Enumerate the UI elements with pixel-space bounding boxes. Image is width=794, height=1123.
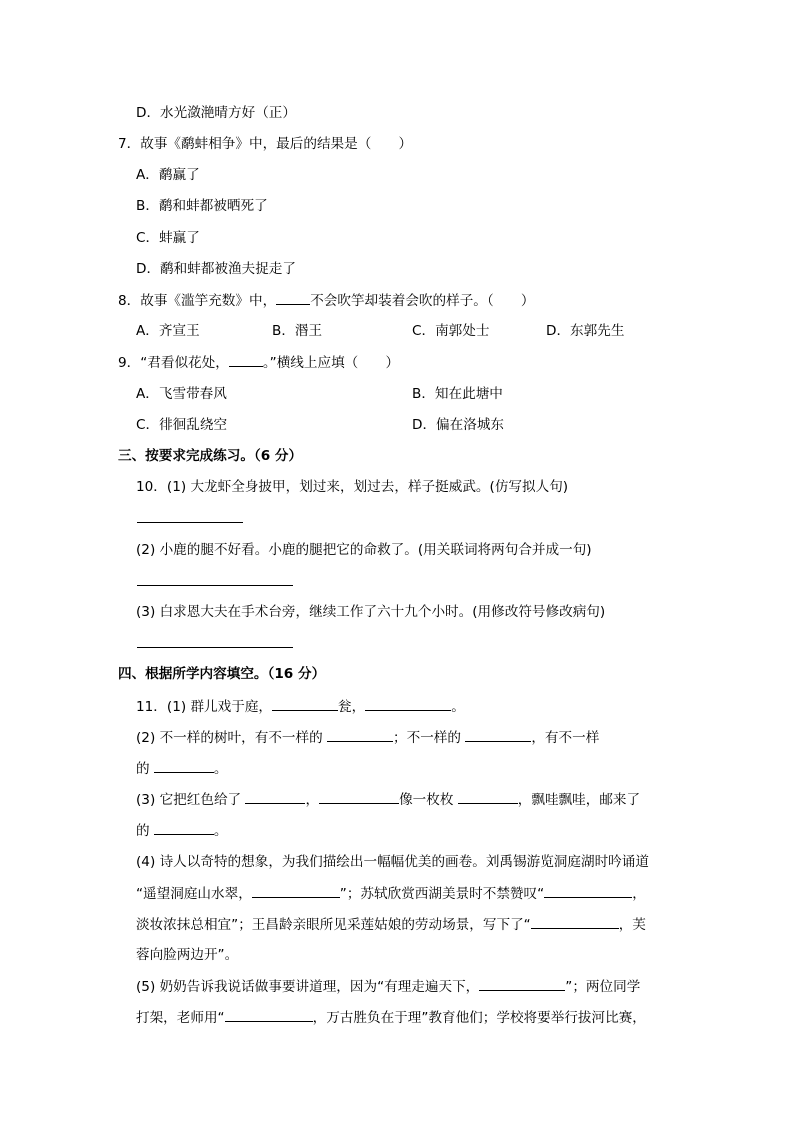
q9-option-b: B．知在此塘中	[412, 386, 503, 402]
q11-part3-text-a: (3) 它把红色给了	[136, 792, 242, 808]
q11-part1-blank-2[interactable]	[365, 696, 451, 711]
q11-part2-blank-1[interactable]	[327, 727, 393, 742]
q11-part2-blank-3[interactable]	[154, 758, 214, 773]
q6-option-d: D．水光潋滟晴方好（正）	[136, 105, 296, 121]
q10-part1-answer-line[interactable]	[137, 522, 243, 523]
q11-part1-blank-1[interactable]	[272, 696, 338, 711]
q8-option-a: A．齐宣王	[136, 323, 200, 339]
q11-part3-text-f: 。	[213, 823, 228, 839]
q9-option-a: A．飞雪带春风	[136, 386, 227, 402]
q11-part5-text-a: (5) 奶奶告诉我说话做事要讲道理，因为“有理走遍天下，	[136, 979, 480, 995]
q11-part4-text-e: 淡妆浓抹总相宜”；王昌龄亲眼所见采莲姑娘的劳动场景，写下了“	[136, 917, 531, 933]
q8-stem	[118, 290, 534, 311]
q11-part2-blank-2[interactable]	[465, 727, 531, 742]
q8-stem-after: 不会吹竽却装着会吹的样子。（ ）	[310, 293, 535, 309]
q9-blank[interactable]	[229, 352, 263, 367]
q11-part1	[136, 696, 465, 717]
q8-blank[interactable]	[276, 290, 310, 305]
section-3-title: 三、按要求完成练习。（6 分）	[118, 448, 303, 464]
q9-stem	[118, 352, 399, 373]
q11-part5-text-b: ”；两位同学	[565, 979, 641, 995]
q11-part1-text-b: 瓮，	[338, 699, 366, 715]
q10-part2: (2) 小鹿的腿不好看。小鹿的腿把它的命救了。(用关联词将两句合并成一句)	[136, 542, 592, 558]
q11-part2-text-b: ；不一样的	[393, 730, 461, 746]
q11-part3-text-e: 的	[136, 823, 150, 839]
q11-part2	[136, 727, 599, 748]
q11-part3-blank-1[interactable]	[245, 789, 305, 804]
q11-part5	[136, 976, 640, 997]
q8-option-b: B．湣王	[272, 323, 323, 339]
q11-part4-line3	[136, 914, 646, 935]
q11-part5-text-c: 打架，老师用“	[136, 1010, 225, 1026]
q11-part3-text-c: 像一枚枚	[399, 792, 454, 808]
q7-option-b: B．鹬和蚌都被晒死了	[136, 198, 268, 214]
q11-part4-text-f: ，芙	[618, 917, 646, 933]
q11-part4-text-d: ，	[632, 886, 646, 902]
q10-part2-answer-line[interactable]	[137, 585, 293, 586]
q11-part5-blank-2[interactable]	[225, 1007, 313, 1022]
q9-option-d: D．偏在洛城东	[412, 417, 505, 433]
q11-part2-text-c: ，有不一样	[531, 730, 600, 746]
q11-part4-blank-2[interactable]	[544, 883, 632, 898]
q11-part4-text-b: “遥望洞庭山水翠，	[136, 886, 252, 902]
q11-part5-text-d: ，万古胜负在于理”教育他们；学校将要举行拔河比赛，	[312, 1010, 646, 1026]
q11-part4-blank-1[interactable]	[252, 883, 340, 898]
q11-part4-text-c: ”；苏轼欣赏西湖美景时不禁赞叹“	[339, 886, 545, 902]
q11-part3	[136, 789, 640, 810]
q11-part3-cont	[136, 820, 228, 841]
q11-part3-blank-3[interactable]	[458, 789, 518, 804]
q11-part4-line4: 蓉向脸两边开”。	[136, 947, 239, 963]
q7-option-c: C．蚌赢了	[136, 230, 200, 246]
q11-part5-blank-1[interactable]	[479, 976, 565, 991]
q11-part5-line2	[136, 1007, 646, 1028]
q8-stem-before: 8．故事《滥竽充数》中，	[118, 293, 277, 309]
q7-stem: 7．故事《鹬蚌相争》中，最后的结果是（ ）	[118, 136, 413, 152]
q11-part3-text-b: ，	[305, 792, 320, 808]
q11-part1-text-c: 。	[451, 699, 465, 715]
q11-part2-cont	[136, 758, 228, 779]
q11-part2-text-a: (2) 不一样的树叶，有不一样的	[136, 730, 323, 746]
q7-option-a: A．鹬赢了	[136, 167, 200, 183]
q9-option-c: C．徘徊乱绕空	[136, 417, 228, 433]
q11-part3-blank-2[interactable]	[319, 789, 399, 804]
q11-part4-line2	[136, 883, 646, 904]
q9-stem-before: 9．“君看似花处，	[118, 355, 229, 371]
q10-part3: (3) 白求恩大夫在手术台旁，继续工作了六十九个小时。(用修改符号修改病句)	[136, 604, 606, 620]
q10-part1: 10．(1) 大龙虾全身披甲，划过来，划过去，样子挺威武。(仿写拟人句)	[136, 479, 569, 495]
q11-part2-text-d: 的	[136, 761, 150, 777]
q11-part3-blank-4[interactable]	[154, 820, 214, 835]
q7-option-d: D．鹬和蚌都被渔夫捉走了	[136, 261, 296, 277]
q11-part3-text-d: ，飘哇飘哇，邮来了	[517, 792, 641, 808]
q8-option-d: D．东郭先生	[546, 323, 625, 339]
q8-option-c: C．南郭处士	[412, 323, 490, 339]
q11-part2-text-e: 。	[213, 761, 228, 777]
q11-part4: (4) 诗人以奇特的想象，为我们描绘出一幅幅优美的画卷。刘禹锡游览洞庭湖时吟诵道	[136, 854, 649, 870]
q10-part3-answer-line[interactable]	[137, 647, 293, 648]
q11-part1-text-a: 11．(1) 群儿戏于庭，	[136, 699, 273, 715]
q11-part4-blank-3[interactable]	[531, 914, 619, 929]
q9-stem-after: 。”横线上应填（ ）	[262, 355, 400, 371]
section-4-title: 四、根据所学内容填空。（16 分）	[118, 666, 326, 682]
